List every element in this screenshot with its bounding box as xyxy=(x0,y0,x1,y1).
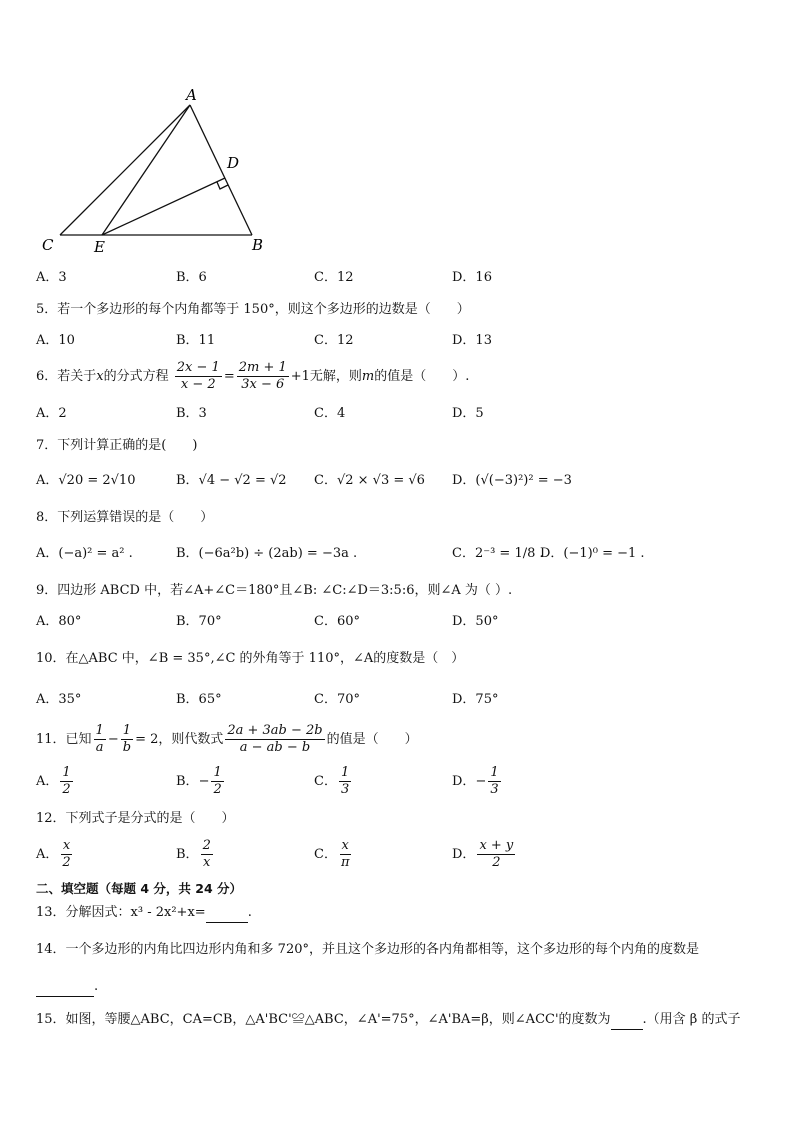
answer-blank[interactable] xyxy=(206,904,248,923)
triangle-figure xyxy=(30,80,280,260)
option-a: A．√20 = 2√10 xyxy=(36,473,136,488)
option-c: C．4 xyxy=(314,406,346,421)
q12-options xyxy=(36,838,756,874)
label-b: B xyxy=(252,236,264,254)
question-11-stem: 11．已知 $\frac{1}{a}$ − $\frac{1}{b}$ = 2，则代数式 $\frac{2a + 3ab - 2b}{a - ab - b}$ 的值是（ ） xyxy=(36,723,418,755)
option-a: A．10 xyxy=(36,333,75,348)
option-a: A．2 xyxy=(36,406,67,421)
option-c: C．2⁻³ = 1/8 . xyxy=(452,546,544,561)
option-a: A． $\frac{1}{2}$ xyxy=(36,765,71,797)
option-b: B．11 xyxy=(176,333,216,348)
option-d: D．(−1)⁰ = −1 . xyxy=(540,546,645,561)
option-d: D．16 xyxy=(452,270,492,285)
fraction-2: $\frac{2m + 1}{3x - 6}$ xyxy=(238,360,287,392)
edge-ea xyxy=(102,105,190,235)
expression-fraction: $\frac{2a + 3ab - 2b}{a - ab - b}$ xyxy=(227,723,323,755)
option-c: C．12 xyxy=(314,270,354,285)
q7-options xyxy=(36,471,756,497)
question-10-stem: 10．在△ABC 中，∠B = 35°,∠C 的外角等于 110°，∠A的度数是（ ） xyxy=(36,651,465,666)
label-c: C xyxy=(42,236,54,254)
option-b: B．− $\frac{1}{2}$ xyxy=(176,765,222,797)
option-d: D．5 xyxy=(452,406,484,421)
option-b: B．(−6a²b) ÷ (2ab) = −3a . xyxy=(176,546,358,561)
option-d: D．(√(−3)²)² = −3 xyxy=(452,473,572,488)
option-a: A． $\frac{x}{2}$ xyxy=(36,838,71,870)
edge-ca xyxy=(60,105,190,235)
option-c: C．60° xyxy=(314,614,360,629)
label-a: A xyxy=(186,86,197,104)
q11-options xyxy=(36,765,756,801)
question-9-stem: 9．四边形 ABCD 中，若∠A+∠C＝180°且∠B: ∠C:∠D＝3:5:6，则∠A 为（ ）. xyxy=(36,583,513,598)
q5-options xyxy=(36,331,756,357)
fraction-1: $\frac{2x - 1}{x - 2}$ xyxy=(176,360,220,392)
option-c: C．√2 × √3 = √6 xyxy=(314,473,425,488)
option-d: D． $\frac{x + y}{2}$ xyxy=(452,838,514,870)
option-b: B．65° xyxy=(176,692,222,707)
question-7-stem: 7．下列计算正确的是( ) xyxy=(36,438,198,453)
section-title-fill-in: 二、填空题（每题 4 分，共 24 分） xyxy=(36,881,243,896)
option-c: C．70° xyxy=(314,692,360,707)
option-c: C．12 xyxy=(314,333,354,348)
q10-options xyxy=(36,690,756,716)
question-5-stem: 5．若一个多边形的每个内角都等于 150°，则这个多边形的边数是（ ） xyxy=(36,302,470,317)
option-b: B． $\frac{2}{x}$ xyxy=(176,838,211,870)
option-b: B．3 xyxy=(176,406,207,421)
option-a: A．35° xyxy=(36,692,82,707)
question-6-stem: 6．若关于x的分式方程 $\frac{2x - 1}{x - 2}$ = $\frac{2m + 1}{3x - 6}$ +1无解，则m的值是（ ）. xyxy=(36,360,470,392)
option-d: D．− $\frac{1}{3}$ xyxy=(452,765,499,797)
option-d: D．13 xyxy=(452,333,492,348)
question-13: 13．分解因式：x³ - 2x²+x= . xyxy=(36,904,252,923)
question-14-stem: 14．一个多边形的内角比四边形内角和多 720°，并且这个多边形的各内角都相等，这个多边形的每个内角的度数是 xyxy=(36,942,699,957)
option-d: D．50° xyxy=(452,614,499,629)
option-b: B．70° xyxy=(176,614,222,629)
option-a: A．3 xyxy=(36,270,67,285)
q8-options xyxy=(36,544,756,570)
option-a: A．(−a)² = a² . xyxy=(36,546,133,561)
option-a: A．80° xyxy=(36,614,82,629)
label-d: D xyxy=(227,154,240,172)
q9-options xyxy=(36,612,756,638)
question-15: 15．如图，等腰△ABC，CA=CB，△A'BC'≌△ABC，∠A'=75°，∠A'BA=β，则∠ACC'的度数为 .（用含 β 的式子 xyxy=(36,1011,740,1030)
edge-ab xyxy=(190,105,252,235)
option-c: C． $\frac{x}{\pi}$ xyxy=(314,838,350,870)
question-8-stem: 8．下列运算错误的是（ ） xyxy=(36,510,214,525)
q6-options xyxy=(36,404,756,430)
label-e: E xyxy=(94,238,105,256)
option-b: B．√4 − √2 = √2 xyxy=(176,473,287,488)
option-d: D．75° xyxy=(452,692,499,707)
answer-blank[interactable] xyxy=(611,1011,643,1030)
question-12-stem: 12．下列式子是分式的是（ ） xyxy=(36,811,235,826)
option-b: B．6 xyxy=(176,270,207,285)
question-14-answer: . xyxy=(36,978,98,997)
right-angle-mark xyxy=(217,182,228,189)
option-c: C． $\frac{1}{3}$ xyxy=(314,765,350,797)
q4-options xyxy=(36,268,756,294)
answer-blank[interactable] xyxy=(36,978,94,997)
edge-ed xyxy=(102,178,225,235)
